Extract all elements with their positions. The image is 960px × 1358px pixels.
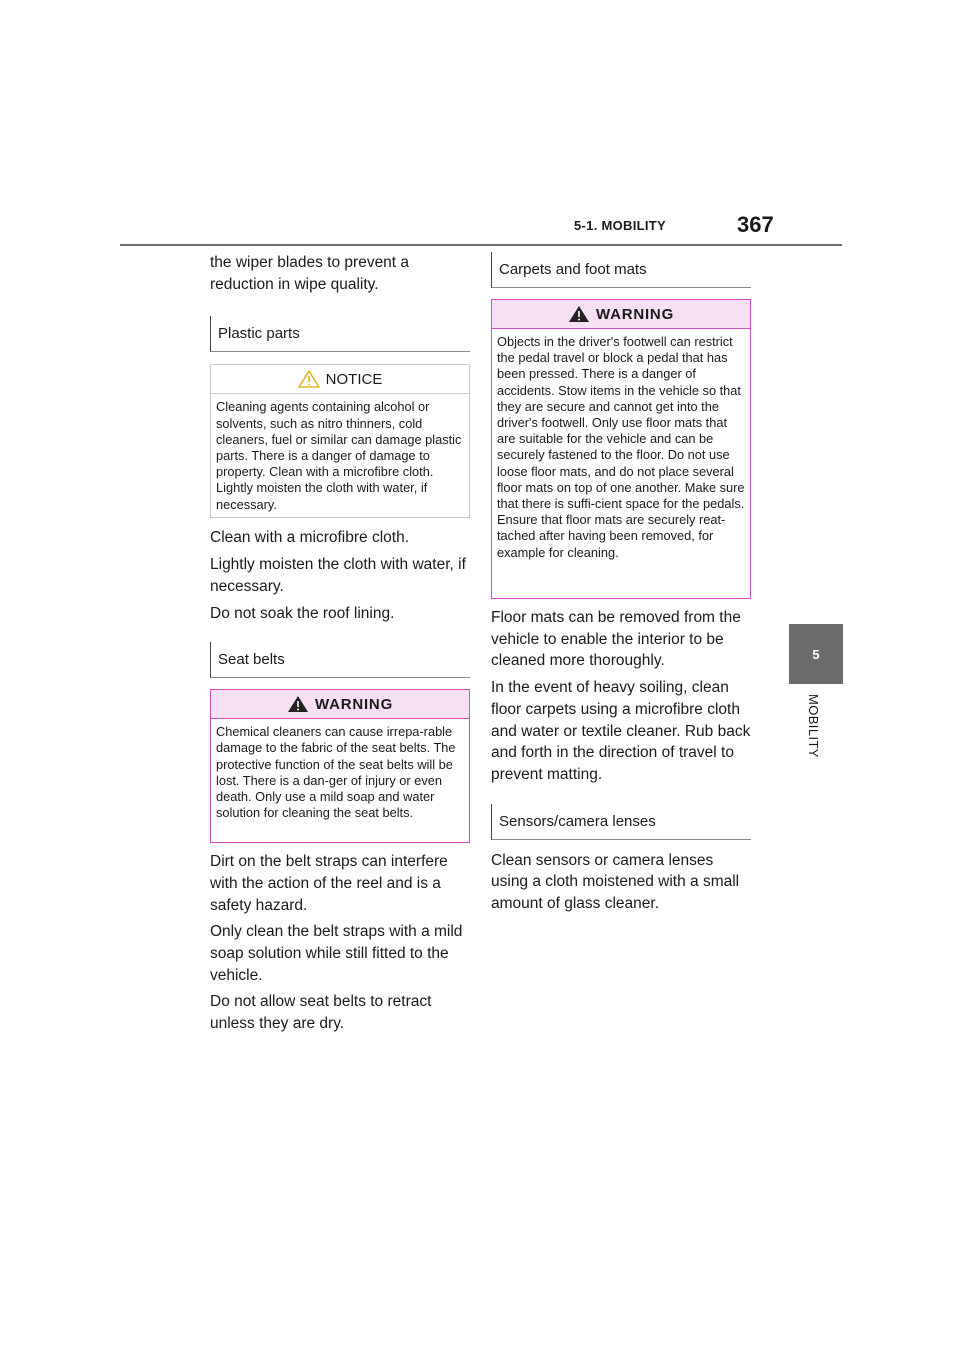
carpets-warning-box bbox=[491, 299, 751, 599]
seat-belts-paragraph-2: Only clean the belt straps with a mild soap solution while still fitted to the vehicle. bbox=[210, 923, 463, 984]
seat-belts-warning-text: Chemical cleaners can cause irrepa-rable damage to the fabric of the seat belts. The protective function of the seat belts will be lost. There is a dan-ger of injury or even death. Only use a mild soap and water solution for cleaning the seat belts. bbox=[216, 724, 456, 821]
chapter-number: 5 bbox=[812, 646, 820, 662]
notice-header bbox=[211, 365, 469, 394]
chapter-label: MOBILITY bbox=[806, 694, 821, 758]
plastic-paragraph-3: Do not soak the roof lining. bbox=[210, 604, 395, 622]
plastic-parts-heading: Plastic parts bbox=[210, 316, 470, 352]
carpets-warning-header bbox=[492, 300, 750, 329]
carpets-warning-title: WARNING bbox=[595, 305, 675, 323]
section-title: 5-1. MOBILITY bbox=[574, 218, 667, 233]
carpets-heading: Carpets and foot mats bbox=[491, 252, 751, 288]
seat-belts-warning-header bbox=[211, 690, 469, 719]
seat-belts-warning-title: WARNING bbox=[314, 695, 394, 713]
plastic-paragraph-1: Clean with a microfibre cloth. bbox=[210, 529, 409, 547]
warning-triangle-icon bbox=[568, 305, 590, 323]
notice-box bbox=[210, 364, 470, 518]
sensors-paragraph-1: Clean sensors or camera lenses using a cloth moistened with a small amount of glass cleaner. bbox=[491, 851, 740, 913]
caution-triangle-icon bbox=[298, 370, 320, 388]
notice-text: Cleaning agents containing alcohol or solvents, such as nitro thinners, cold cleaners, fuel or similar can damage plastic parts. There is a danger of damage to property. Clean with a microfibre cloth. Lightly moisten the cloth with water, if necessary. bbox=[216, 399, 462, 512]
header-divider bbox=[120, 244, 842, 246]
notice-title: NOTICE bbox=[325, 370, 383, 388]
warning-triangle-icon bbox=[287, 695, 309, 713]
carpets-paragraph-2: In the event of heavy soiling, clean floor carpets using a microfibre cloth and water or textile cleaner. Rub back and forth in the direction of travel to prevent matting. bbox=[491, 679, 751, 783]
page-number: 367 bbox=[737, 212, 774, 237]
seat-belts-paragraph-3: Do not allow seat belts to retract unless they are dry. bbox=[210, 993, 432, 1033]
left-column bbox=[210, 252, 470, 1035]
seat-belts-paragraph-1: Dirt on the belt straps can interfere with the action of the reel and is a safety hazard. bbox=[210, 853, 448, 914]
chapter-tab bbox=[789, 624, 843, 684]
intro-paragraph: the wiper blades to prevent a reduction in wipe quality. bbox=[210, 254, 410, 293]
carpets-warning-text: Objects in the driver's footwell can restrict the pedal travel or block a pedal that has been pressed. There is a danger of accidents. Stow items in the vehicle so that they are secure and cannot get into the driver's footwell. Only use floor mats that are suitable for the vehicle and can be securely fastened to the floor. Do not use loose floor mats, and do not place several floor mats on top of one another. Make sure that there is suffi-cient space for the pedals. Ensure that floor mats are securely reat-tached after having been removed, for example for cleaning. bbox=[497, 334, 745, 560]
seat-belts-heading: Seat belts bbox=[210, 642, 470, 678]
seat-belts-warning-box bbox=[210, 689, 470, 843]
plastic-paragraph-2: Lightly moisten the cloth with water, if necessary. bbox=[210, 556, 466, 595]
sensors-heading: Sensors/camera lenses bbox=[491, 804, 751, 840]
carpets-paragraph-1: Floor mats can be removed from the vehicle to enable the interior to be cleaned more thoroughly. bbox=[491, 609, 741, 670]
right-column bbox=[491, 252, 751, 915]
